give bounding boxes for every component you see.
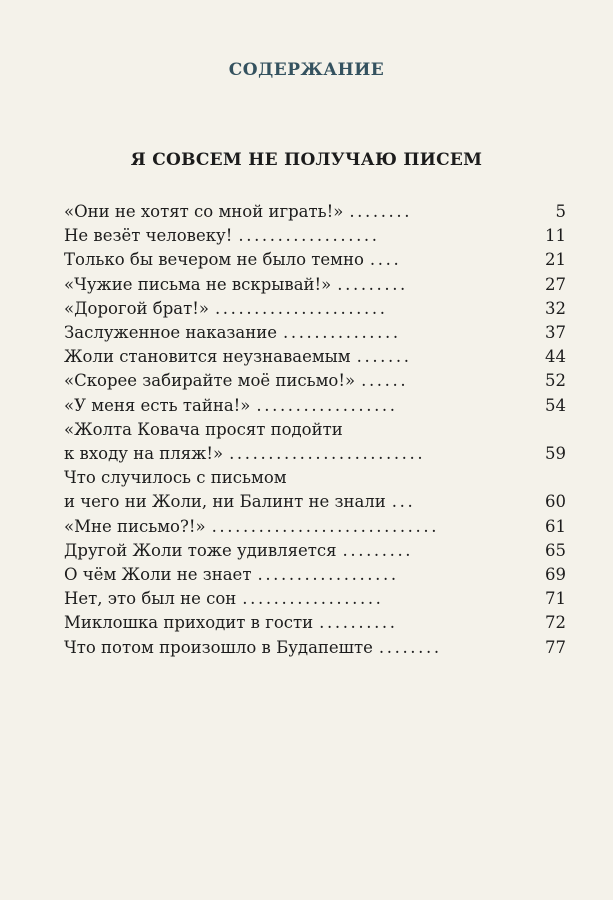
- toc-entry-row: [64, 563, 522, 587]
- toc-entry: [64, 636, 566, 660]
- toc-entry-row: [64, 297, 522, 321]
- toc-page-number: 69: [545, 565, 566, 585]
- toc-entry: [64, 248, 566, 272]
- dot-leader: ..................: [242, 589, 384, 609]
- toc-entry: [64, 466, 566, 514]
- toc-entry: [64, 611, 566, 635]
- toc-entry: [64, 297, 566, 321]
- toc-entry-title: «Мне письмо?!»: [64, 516, 206, 536]
- toc-entry: [64, 321, 566, 345]
- dot-leader: .........: [342, 540, 414, 560]
- dot-leader: ...: [391, 492, 416, 512]
- toc-entry-row: [64, 200, 522, 224]
- dot-leader: .............................: [211, 516, 440, 536]
- toc-page-number: 61: [545, 516, 566, 536]
- toc-entry: [64, 345, 566, 369]
- toc-entry-title-line: «Жолта Ковача просят подойти: [64, 419, 343, 439]
- toc-entry-row: [64, 515, 522, 539]
- toc-page-number: 54: [545, 395, 566, 415]
- dot-leader: ..................: [257, 565, 399, 585]
- toc-entry: [64, 224, 566, 248]
- toc-entry-title: Только бы вечером не было темно: [64, 250, 364, 270]
- toc-entry-row: [64, 369, 522, 393]
- toc-entry-title: Что потом произошло в Будапеште: [64, 637, 373, 657]
- dot-leader: ..........: [319, 613, 398, 633]
- toc-entry-title: Жоли становится неузнаваемым: [64, 347, 351, 367]
- dot-leader: ......: [361, 371, 409, 391]
- toc-page-number: 5: [555, 202, 566, 221]
- toc-entry-title: Заслуженное наказание: [64, 323, 278, 343]
- toc-page-number: 37: [545, 323, 566, 343]
- section-heading: Я СОВСЕМ НЕ ПОЛУЧАЮ ПИСЕМ: [130, 150, 483, 170]
- dot-leader: ...............: [283, 323, 401, 343]
- toc-entry-row: [64, 636, 522, 660]
- toc-entry: [64, 200, 566, 224]
- toc-page-number: 52: [545, 371, 566, 391]
- dot-leader: .........................: [229, 444, 426, 464]
- toc-page-number: 71: [545, 589, 566, 609]
- dot-leader: ..................: [256, 395, 398, 415]
- toc-entry-title: к входу на пляж!»: [64, 444, 224, 464]
- toc-entry-row: [64, 490, 522, 514]
- toc-page-number: 59: [545, 444, 566, 464]
- dot-leader: ......................: [214, 298, 388, 318]
- toc-page-number: 27: [545, 274, 566, 294]
- toc-entry-row: [64, 611, 522, 635]
- toc-entry-row: [64, 273, 522, 297]
- toc-entry: [64, 563, 566, 587]
- toc-entry: [64, 273, 566, 297]
- toc-entry-title: «Скорее забирайте моё письмо!»: [64, 371, 356, 391]
- table-of-contents: [64, 200, 566, 660]
- toc-entry-row: [64, 394, 522, 418]
- toc-page-number: 21: [545, 250, 566, 270]
- dot-leader: ....: [369, 250, 402, 270]
- toc-entry-title: Не везёт человеку!: [64, 226, 233, 246]
- dot-leader: ..................: [238, 226, 380, 246]
- toc-entry-row: [64, 539, 522, 563]
- toc-entry-title: «Чужие письма не вскрывай!»: [64, 274, 332, 294]
- toc-entry-title: Нет, это был не сон: [64, 589, 237, 609]
- toc-entry-row: [64, 321, 522, 345]
- toc-page-number: 77: [545, 637, 566, 657]
- toc-entry-title: «У меня есть тайна!»: [64, 395, 251, 415]
- toc-page-number: 60: [545, 492, 566, 512]
- dot-leader: .......: [356, 347, 412, 367]
- toc-entry: [64, 369, 566, 393]
- toc-page-number: 65: [545, 540, 566, 560]
- dot-leader: ........: [378, 637, 442, 657]
- toc-entry-title: «Они не хотят со мной играть!»: [64, 202, 344, 221]
- toc-entry-row: [64, 442, 522, 466]
- toc-entry-title: О чём Жоли не знает: [64, 565, 252, 585]
- toc-entry: [64, 539, 566, 563]
- toc-entry-row: [64, 345, 522, 369]
- toc-page-number: 72: [545, 613, 566, 633]
- toc-entry: [64, 394, 566, 418]
- toc-page-number: 11: [545, 226, 566, 246]
- toc-entry-title: «Дорогой брат!»: [64, 298, 209, 318]
- toc-entry-row: [64, 224, 522, 248]
- toc-entry-row: [64, 587, 522, 611]
- dot-leader: ........: [349, 202, 413, 221]
- toc-entry-title: и чего ни Жоли, ни Балинт не знали: [64, 492, 386, 512]
- dot-leader: .........: [337, 274, 408, 294]
- toc-entry-title-line: Что случилось с письмом: [64, 468, 287, 488]
- toc-entry-row: [64, 248, 522, 272]
- toc-page-number: 32: [545, 298, 566, 318]
- toc-entry: [64, 587, 566, 611]
- contents-heading: СОДЕРЖАНИЕ: [228, 60, 385, 80]
- toc-entry: [64, 418, 566, 466]
- toc-entry: [64, 515, 566, 539]
- toc-page-number: 44: [545, 347, 566, 367]
- toc-entry-title: Другой Жоли тоже удивляется: [64, 540, 337, 560]
- toc-entry-title: Миклошка приходит в гости: [64, 613, 314, 633]
